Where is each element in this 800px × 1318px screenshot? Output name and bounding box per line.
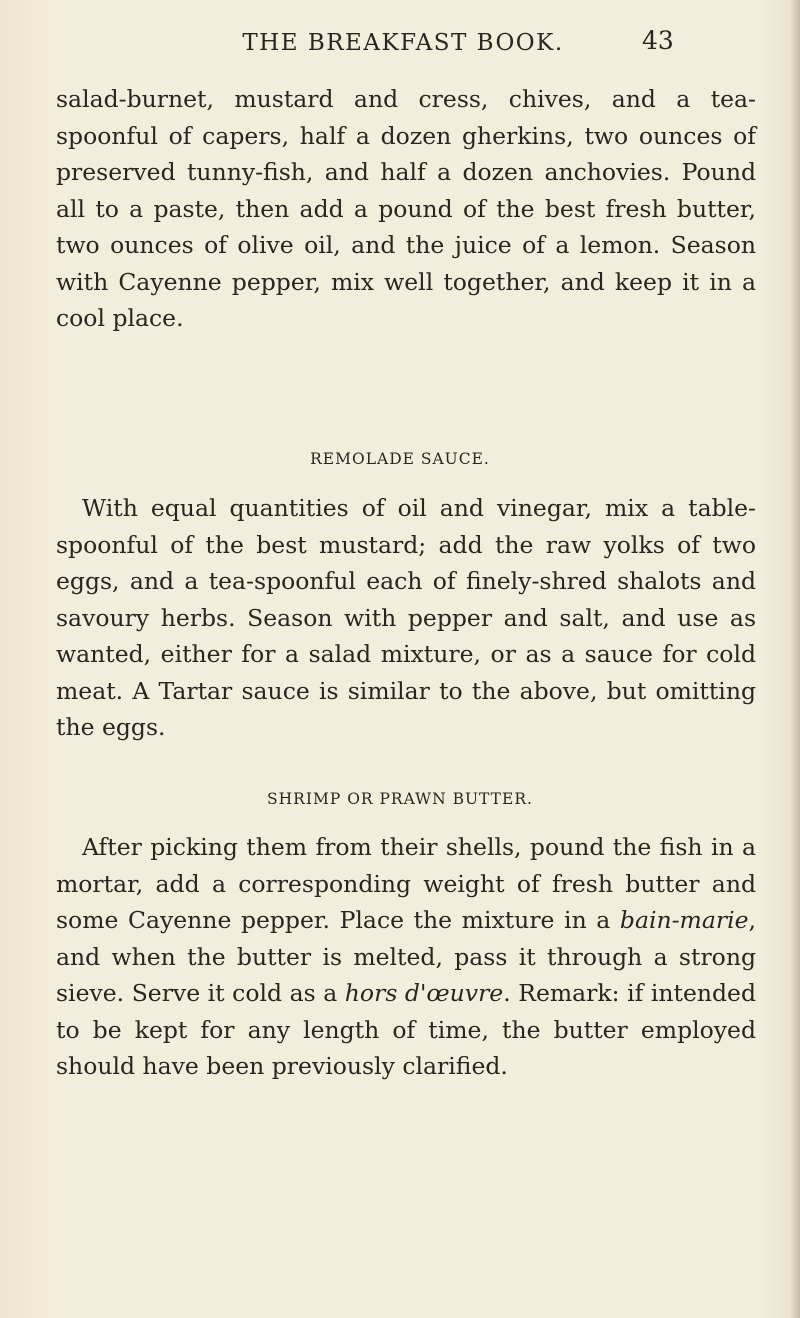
paragraph-text: salad-burnet, mustard and cress, chives, and a tea-spoonful of capers, half a dozen gherkins, two ounces of preserved tunny-fish, and half a dozen anchovies. Pound all to a paste, then add a pound of the best fresh butter, two ounces of olive oil, and the juice of a lemon. Season with Cayenne pepper, mix well together, and keep it in a cool place. <box>56 85 756 332</box>
text-run: , and when the butter is melted, pass it through a strong sieve. Serve it cold as a <box>56 906 756 1007</box>
page-number: 43 <box>642 26 674 55</box>
text-run: After picking them from their shells, pound the fish in a mortar, add a corresponding weight of fresh butter and some Cayenne pepper. Place the mixture in a <box>56 833 756 934</box>
running-head: THE BREAKFAST BOOK. <box>242 30 564 56</box>
paragraph-text <box>56 829 756 1085</box>
paragraph-continued <box>56 81 756 337</box>
italic-term: bain-marie <box>619 906 749 934</box>
paragraph-shrimp-butter <box>56 829 756 1085</box>
section-heading-shrimp-butter: SHRIMP OR PRAWN BUTTER. <box>267 790 533 808</box>
italic-term: hors d'œuvre <box>344 979 504 1007</box>
paragraph-text: With equal quantities of oil and vinegar, mix a table-spoonful of the best mustard; add the raw yolks of two eggs, and a tea-spoonful each of finely-shred shalots and savoury herbs. Season with pepper and salt, and use as wanted, either for a salad mixture, or as a sauce for cold meat. A Tartar sauce is similar to the above, but omitting the eggs. <box>56 494 756 741</box>
text-run: . Remark: if intended to be kept for any length of time, the butter employed should have been previously clarified. <box>56 979 756 1080</box>
page-edge-shadow <box>790 0 800 1318</box>
section-heading-remolade: REMOLADE SAUCE. <box>310 450 490 468</box>
paragraph-remolade <box>56 490 756 746</box>
